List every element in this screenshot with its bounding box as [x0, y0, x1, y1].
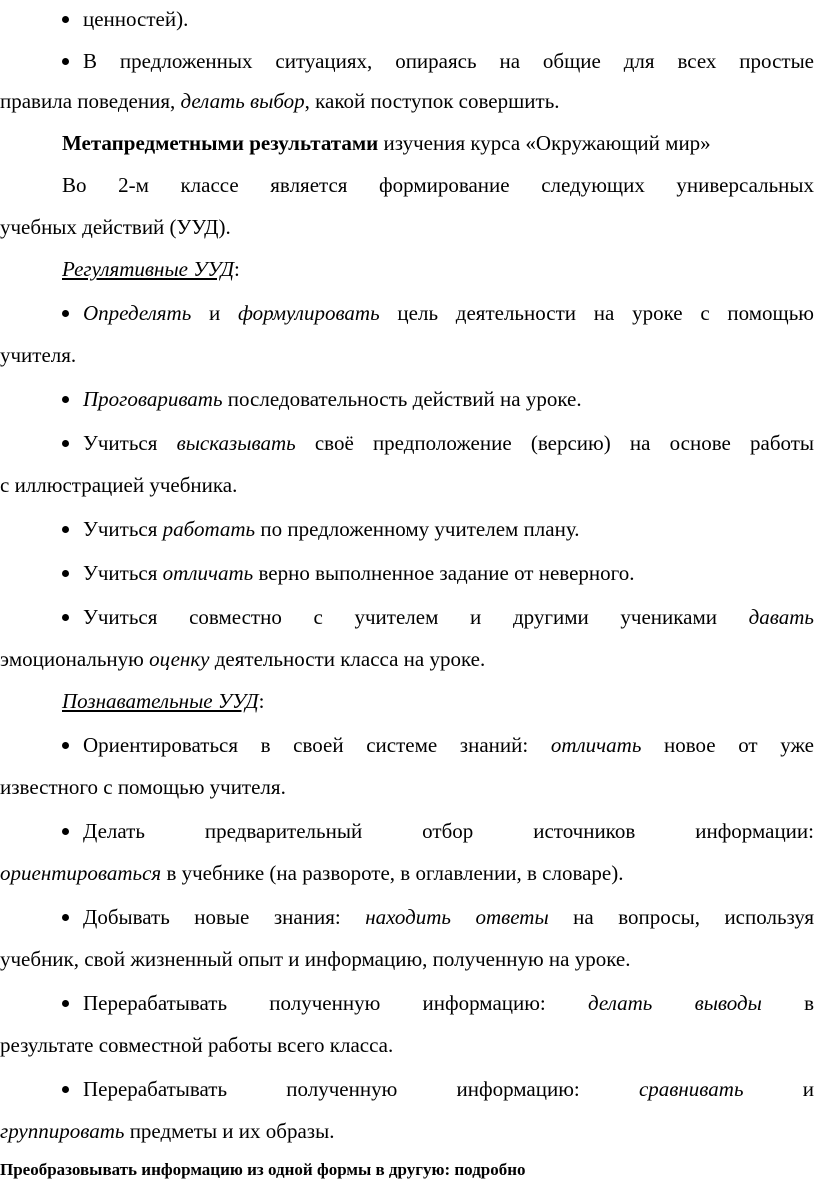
- italic-text: Определять: [83, 301, 192, 325]
- text-line: [0, 766, 816, 809]
- bullet-line: [62, 422, 814, 465]
- text: цель деятельности на уроке с помощью: [379, 301, 814, 325]
- bullet-icon: [62, 828, 69, 835]
- italic-text: оценку: [149, 647, 210, 671]
- text: на вопросы, используя: [548, 905, 815, 929]
- text-line: [0, 122, 816, 165]
- text-line: [0, 334, 816, 377]
- text: Во 2-м классе является формирование следующих универсальных: [62, 173, 814, 197]
- bullet-line: [62, 896, 814, 939]
- italic-text: делать выводы: [588, 991, 762, 1015]
- text: в: [761, 991, 814, 1015]
- bullet-icon: [62, 742, 69, 749]
- text: известного с помощью учителя.: [0, 775, 286, 799]
- text: результате совместной работы всего класса.: [0, 1033, 394, 1057]
- text: учебник, свой жизненный опыт и информацию, полученную на уроке.: [0, 947, 631, 971]
- text-line: [0, 80, 816, 123]
- text: новое от уже: [641, 733, 815, 757]
- bullet-icon: [62, 396, 69, 403]
- text: Перерабатывать полученную информацию:: [83, 991, 589, 1015]
- bullet-icon: [62, 1000, 69, 1007]
- text-line: [0, 206, 816, 249]
- text: Делать предварительный отбор источников информации:: [83, 819, 814, 843]
- text: :: [258, 689, 265, 713]
- text: верно выполненное задание от неверного.: [253, 561, 635, 585]
- cut-off-line: [0, 1150, 816, 1190]
- bullet-line: [62, 724, 814, 767]
- bullet-icon: [62, 58, 69, 65]
- bullet-line: [0, 0, 816, 41]
- text-line: [0, 1024, 816, 1067]
- italic-text: работать: [162, 517, 256, 541]
- italic-text: формулировать: [238, 301, 380, 325]
- section-heading: [0, 248, 816, 291]
- italic-text: находить ответы: [365, 905, 549, 929]
- bullet-icon: [62, 526, 69, 533]
- bold-text: Метапредметными результатами: [62, 131, 379, 155]
- text: своё предположение (версию) на основе работы: [295, 431, 815, 455]
- text: Перерабатывать полученную информацию:: [83, 1077, 639, 1101]
- text: Учиться: [83, 517, 163, 541]
- bullet-icon: [62, 16, 69, 23]
- italic-text: давать: [748, 605, 814, 629]
- text: и: [743, 1077, 814, 1101]
- text: учителя.: [0, 343, 77, 367]
- bullet-icon: [62, 310, 69, 317]
- text-line: [0, 464, 816, 507]
- bullet-icon: [62, 1086, 69, 1093]
- text: предметы и их образы.: [124, 1119, 335, 1143]
- italic-underlined-text: Регулятивные УУД: [62, 257, 235, 281]
- italic-text: сравнивать: [638, 1077, 744, 1101]
- bullet-icon: [62, 570, 69, 577]
- section-heading: [0, 680, 816, 723]
- bullet-line: [62, 1068, 814, 1111]
- bullet-icon: [62, 914, 69, 921]
- bullet-icon: [62, 440, 69, 447]
- text: в учебнике (на развороте, в оглавлении, в словаре).: [161, 861, 624, 885]
- text: ценностей).: [83, 7, 189, 31]
- bullet-icon: [62, 614, 69, 621]
- text: деятельности класса на уроке.: [209, 647, 486, 671]
- italic-text: высказывать: [176, 431, 296, 455]
- text-line: [0, 1110, 816, 1153]
- text: В предложенных ситуациях, опираясь на общие для всех простые: [83, 49, 814, 73]
- italic-text: отличать: [162, 561, 254, 585]
- text: изучения курса «Окружающий мир»: [378, 131, 711, 155]
- text: Ориентироваться в своей системе знаний:: [83, 733, 551, 757]
- bullet-line: [62, 982, 814, 1025]
- text-line: [0, 852, 816, 895]
- italic-underlined-text: Познавательные УУД: [62, 689, 259, 713]
- bullet-line: [0, 378, 816, 421]
- bullet-line: [0, 508, 816, 551]
- text: и: [191, 301, 239, 325]
- bullet-line: [62, 292, 814, 335]
- bold-text: Преобразовывать информацию из одной формы в другую: подробно: [0, 1160, 526, 1179]
- text: , какой поступок совершить.: [304, 89, 560, 113]
- text: правила поведения,: [0, 89, 181, 113]
- text: эмоциональную: [0, 647, 150, 671]
- text: с иллюстрацией учебника.: [0, 473, 238, 497]
- text: Добывать новые знания:: [83, 905, 366, 929]
- bullet-line: [62, 810, 814, 853]
- text-line: [0, 638, 816, 681]
- text: Учиться: [83, 561, 163, 585]
- text-line: [0, 938, 816, 981]
- text: :: [234, 257, 240, 281]
- text: учебных действий (УУД).: [0, 215, 231, 239]
- bullet-line: [62, 40, 814, 83]
- text: Учиться: [83, 431, 177, 455]
- italic-text: Проговаривать: [83, 387, 223, 411]
- text-line: [62, 164, 814, 207]
- italic-text: ориентироваться: [0, 861, 162, 885]
- italic-text: отличать: [550, 733, 642, 757]
- text: по предложенному учителем плану.: [255, 517, 580, 541]
- text: Учиться совместно с учителем и другими учениками: [83, 605, 749, 629]
- italic-text: делать выбор: [180, 89, 305, 113]
- bullet-line: [0, 552, 816, 595]
- italic-text: группировать: [0, 1119, 125, 1143]
- text: последовательность действий на уроке.: [222, 387, 582, 411]
- bullet-line: [62, 596, 814, 639]
